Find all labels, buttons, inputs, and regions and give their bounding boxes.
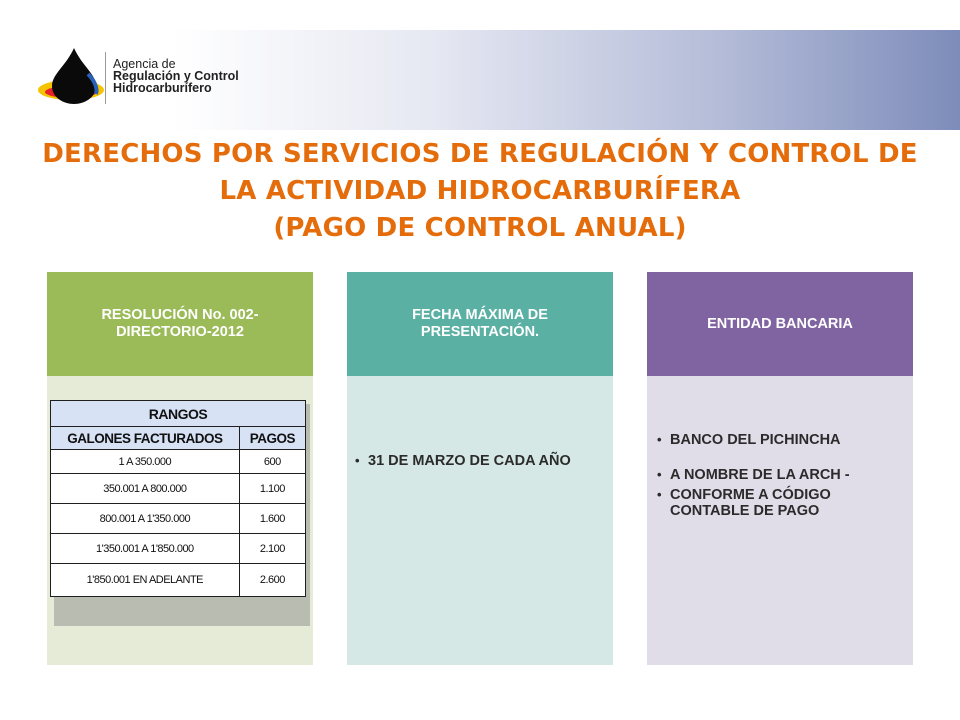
bank-column [647, 272, 913, 665]
bank-body [647, 376, 913, 665]
resolution-column [47, 272, 313, 665]
payment-cell: 600 [239, 450, 305, 474]
list-item: • A NOMBRE DE LA ARCH - [657, 467, 907, 483]
agency-line-3: Hidrocarburífero [113, 81, 212, 95]
ranges-table [50, 400, 306, 597]
ranges-title: RANGOS [51, 401, 306, 427]
gallons-header: GALONES FACTURADOS [51, 427, 240, 450]
payment-cell: 2.100 [239, 534, 305, 564]
table-row [51, 450, 306, 474]
list-item: • 31 DE MARZO DE CADA AÑO [355, 453, 595, 469]
resolution-body [47, 376, 313, 665]
title-line-2: LA ACTIVIDAD HIDROCARBURÍFERA [219, 176, 741, 206]
deadline-header: FECHA MÁXIMA DE PRESENTACIÓN. [347, 272, 613, 376]
deadline-column [347, 272, 613, 665]
table-row [51, 564, 306, 597]
list-item: • CONFORME A CÓDIGO CONTABLE DE PAGO [657, 487, 907, 519]
page-title [40, 136, 920, 247]
deadline-body [347, 376, 613, 665]
agency-line-1: Agencia de [113, 57, 176, 71]
payments-header: PAGOS [239, 427, 305, 450]
payment-cell: 1.100 [239, 474, 305, 504]
title-line-3: (PAGO DE CONTROL ANUAL) [273, 213, 687, 243]
title-line-1: DERECHOS POR SERVICIOS DE REGULACIÓN Y CONTROL DE [42, 139, 918, 169]
payment-cell: 1.600 [239, 504, 305, 534]
range-cell: 350.001 A 800.000 [51, 474, 240, 504]
resolution-header: RESOLUCIÓN No. 002-DIRECTORIO-2012 [47, 272, 313, 376]
deadline-list [355, 453, 595, 469]
list-item: • BANCO DEL PICHINCHA [657, 432, 907, 448]
bank-header: ENTIDAD BANCARIA [647, 272, 913, 376]
bank-list [657, 432, 907, 519]
range-cell: 800.001 A 1'350.000 [51, 504, 240, 534]
range-cell: 1 A 350.000 [51, 450, 240, 474]
table-row [51, 474, 306, 504]
table-row [51, 534, 306, 564]
agency-name [113, 58, 239, 94]
agency-line-2: Regulación y Control [113, 69, 239, 83]
logo-divider [105, 52, 106, 104]
range-cell: 1'850.001 EN ADELANTE [51, 564, 240, 597]
payment-cell: 2.600 [239, 564, 305, 597]
range-cell: 1'350.001 A 1'850.000 [51, 534, 240, 564]
table-row [51, 504, 306, 534]
